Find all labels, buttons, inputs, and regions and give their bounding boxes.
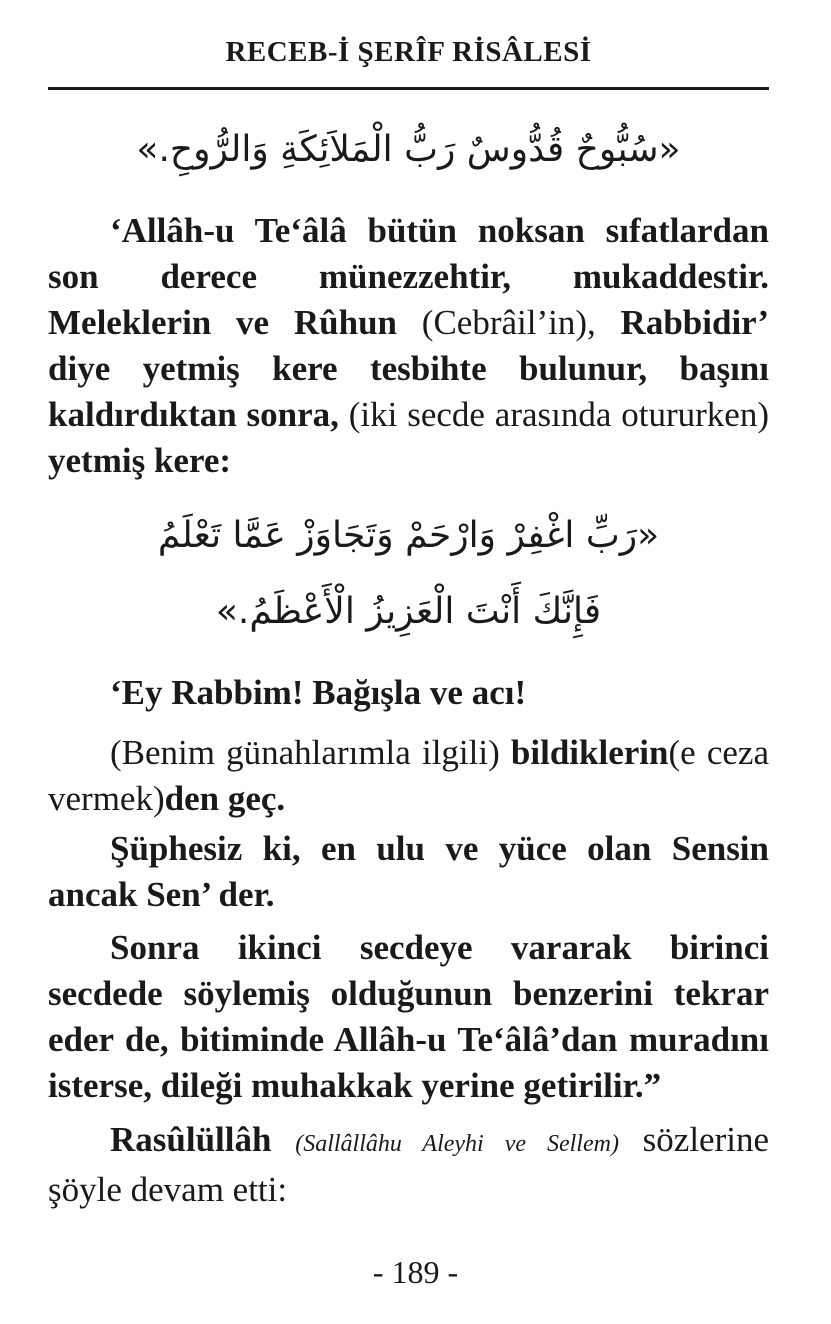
paragraph-6 — [48, 1117, 769, 1213]
para6-italic: (Sallâllâhu Aleyhi ve Sellem) — [295, 1131, 619, 1157]
paragraph-5 — [48, 925, 769, 1109]
para1-normal-2: (iki secde arasında otururken) — [338, 395, 769, 434]
para3-normal-1: (Benim günahlarımla ilgili) — [110, 733, 511, 772]
header-divider — [48, 87, 769, 90]
para1-normal-1: (Cebrâil’in), — [397, 303, 621, 342]
paragraph-4 — [48, 826, 769, 918]
para5-bold: Sonra ikinci secdeye vararak birinci secdede söylemiş olduğunun benzerini tekrar eder de, bitiminde Allâh-u Te‘âlâ’dan muradını isterse, dileği muhakkak yerine getirilir.” — [48, 928, 769, 1105]
running-header: RECEB-İ ŞERÎF RİSÂLESİ — [225, 36, 592, 68]
page-number: - 189 - — [372, 1254, 459, 1290]
para3-normal-2: (e ceza vermek) — [48, 733, 769, 818]
arabic-verse-1: «سُبُّوحٌ قُدُّوسٌ رَبُّ الْمَلاَئِكَةِ وَالرُّوحِ.» — [136, 129, 681, 170]
para3-bold-2: den geç. — [164, 779, 286, 818]
paragraph-1 — [48, 208, 769, 484]
para3-bold-1: bildiklerin — [510, 733, 669, 772]
para1-bold-2: Rabbidir’ diye yetmiş kere tesbihte bulunur, başını kaldırdıktan sonra, — [48, 303, 769, 434]
arabic-verse-3: فَإِنَّكَ أَنْتَ الْعَزِيزُ الْأَعْظَمُ.» — [215, 591, 602, 632]
para1-bold-3: yetmiş kere: — [48, 441, 232, 480]
para6-normal: sözlerine şöyle devam etti: — [48, 1120, 770, 1209]
para6-bold: Rasûlüllâh — [110, 1120, 272, 1159]
para4-bold: Şüphesiz ki, en ulu ve yüce olan Sensin ancak Sen’ der. — [48, 829, 769, 914]
arabic-verse-2: «رَبِّ اغْفِرْ وَارْحَمْ وَتَجَاوَزْ عَمَّا تَعْلَمُ — [157, 515, 660, 556]
para2-bold: ‘Ey Rabbim! Bağışla ve acı! — [110, 673, 527, 712]
para1-bold-1: ‘Allâh-u Te‘âlâ bütün noksan sıfatlardan son derece münezzehtir, mukaddestir. Meleklerin ve Rûhun — [48, 211, 769, 342]
paragraph-2 — [48, 670, 769, 716]
paragraph-3 — [48, 730, 769, 822]
